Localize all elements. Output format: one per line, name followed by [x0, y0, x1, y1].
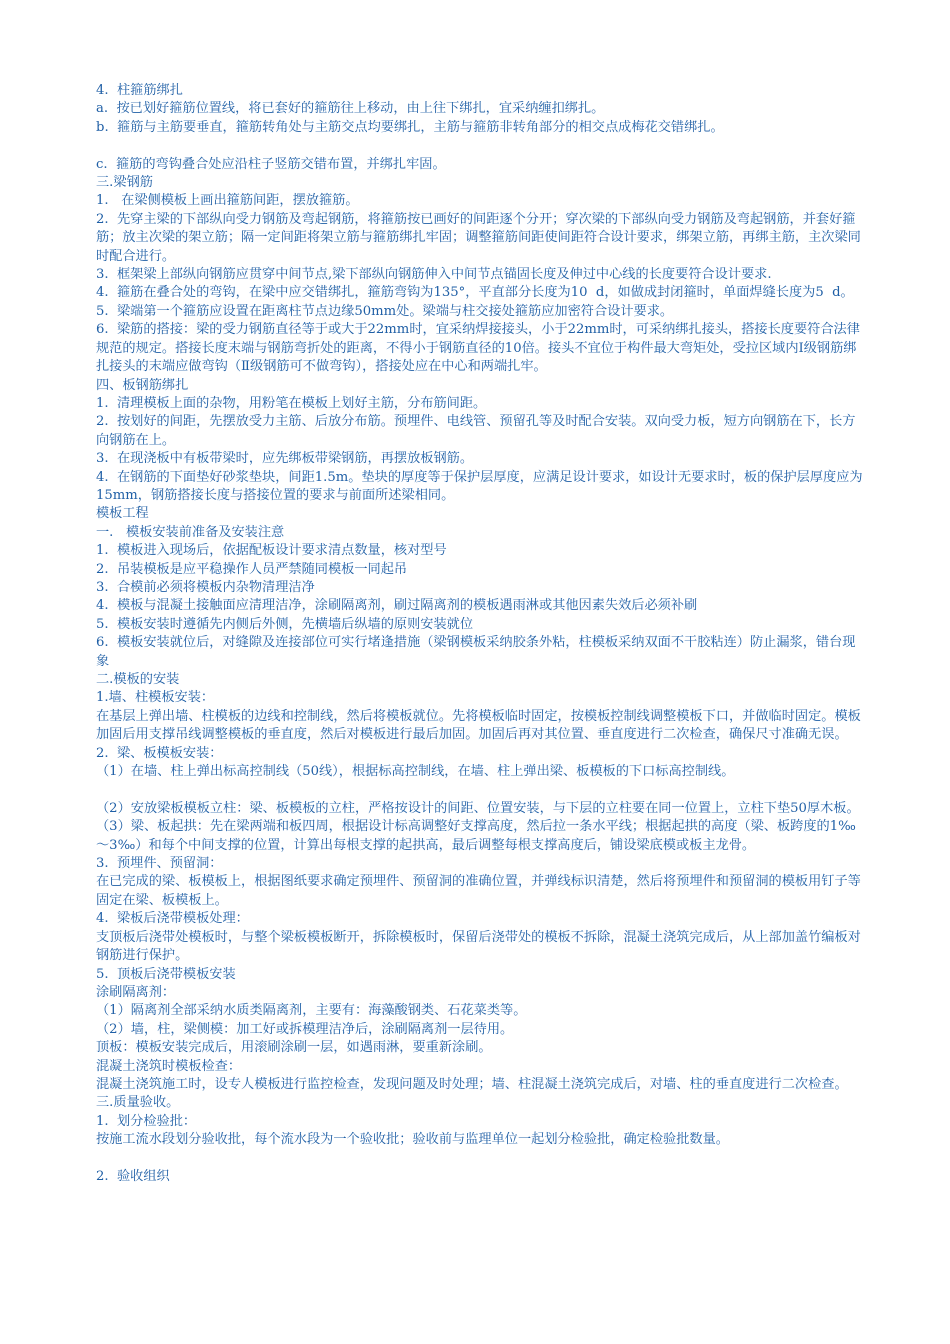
paragraph: 4. 模板与混凝土接触面应清理洁净，涂刷隔离剂，刷过隔离剂的模板遇雨淋或其他因素失效后必须补刷 — [96, 598, 698, 614]
paragraph: b. 箍筋与主筋要垂直，箍筋转角处与主筋交点均要绑扎，主筋与箍筋非转角部分的相交点成梅花交错绑扎。 — [96, 119, 724, 135]
subheading: 涂刷隔离剂： — [96, 984, 176, 1000]
subheading: 1. 划分检验批： — [96, 1113, 197, 1129]
paragraph: 按施工流水段划分验收批，每个流水段为一个验收批；验收前与监理单位一起划分检验批，确定检验批数量。 — [96, 1132, 729, 1148]
paragraph: 5. 模板安装时遵循先内侧后外侧，先横墙后纵墙的原则安装就位 — [96, 616, 474, 632]
paragraph: 1. 清理模板上面的杂物，用粉笔在模板上划好主筋，分布筋间距。 — [96, 395, 487, 411]
paragraph: 3. 合模前必须将模板内杂物清理洁净 — [96, 579, 315, 595]
paragraph: 2. 先穿主梁的下部纵向受力钢筋及弯起钢筋，将箍筋按已画好的间距逐个分开；穿次梁的下部纵向受力钢筋及弯起钢筋，并套好箍筋；放主次梁的架立筋；隔一定间距将架立筋与箍筋绑扎牢固；调整箍筋间距使间距符合设计要求，绑架立筋，再绑主筋，主次梁同时配合进行。 — [96, 211, 861, 264]
heading-beam-rebar: 三.梁钢筋 — [96, 175, 153, 191]
subheading: 5. 顶板后浇带模板安装 — [96, 966, 236, 982]
heading-formwork: 模板工程 — [96, 506, 149, 522]
blank-line — [96, 1150, 866, 1168]
paragraph: 1. 在梁侧模板上画出箍筋间距，摆放箍筋。 — [96, 193, 359, 209]
paragraph: 5. 梁端第一个箍筋应设置在距离柱节点边缘50mm处。梁端与柱交接处箍筋应加密符合设计要求。 — [96, 303, 674, 319]
paragraph: 6. 模板安装就位后，对缝隙及连接部位可实行堵逢措施（梁钢模板采纳胶条外粘，柱模板采纳双面不干胶粘连）防止漏浆，错台现象 — [96, 635, 856, 669]
subheading: 混凝土浇筑时模板检查： — [96, 1058, 242, 1074]
subheading: 2. 梁、板模板安装： — [96, 745, 223, 761]
paragraph: （2）安放梁板模板立柱：梁、板模板的立柱，严格按设计的间距、位置安装，与下层的立柱要在同一位置上，立柱下垫50厚木板。 — [96, 800, 860, 816]
paragraph: 2. 吊装模板是应平稳操作人员严禁随同模板一同起吊 — [96, 561, 408, 577]
paragraph: （1）隔离剂全部采纳水质类隔离剂，主要有：海藻酸钢类、石花菜类等。 — [96, 1003, 527, 1019]
paragraph: 6. 梁筋的搭接：梁的受力钢筋直径等于或大于22mm时，宜采纳焊接接头，小于22mm时，可采纳绑扎接头，搭接长度要符合法律规范的规定。搭接长度末端与钢筋弯折处的距离，不得小于钢筋直径的10倍。接头不宜位于构件最大弯矩处，受拉区域内Ⅰ级钢筋绑扎接头的末端应做弯钩（Ⅱ级钢筋可不做弯钩），搭接处应在中心和两端扎牢。 — [96, 322, 860, 375]
heading-quality-acceptance: 三.质量验收。 — [96, 1095, 180, 1111]
subheading: 3. 预埋件、预留洞： — [96, 856, 223, 872]
paragraph: 混凝土浇筑施工时，设专人模板进行监控检查，发现问题及时处理；墙、柱混凝土浇筑完成后，对墙、柱的垂直度进行二次检查。 — [96, 1076, 848, 1092]
paragraph: （1）在墙、柱上弹出标高控制线（50线），根据标高控制线，在墙、柱上弹出梁、板模板的下口标高控制线。 — [96, 764, 735, 780]
heading-slab-rebar: 四、板钢筋绑扎 — [96, 377, 189, 393]
document-body — [96, 82, 866, 1186]
paragraph: 4. 箍筋在叠合处的弯钩，在梁中应交错绑扎，箍筋弯钩为135°，平直部分长度为10 d，如做成封闭箍时，单面焊缝长度为5 d。 — [96, 285, 854, 301]
blank-line — [96, 137, 866, 155]
paragraph: （2）墙，柱，梁侧模：加工好或拆模理洁净后，涂刷隔离剂一层待用。 — [96, 1021, 514, 1037]
heading-formwork-install: 二.模板的安装 — [96, 672, 180, 687]
paragraph: 在已完成的梁、板模板上，根据图纸要求确定预埋件、预留洞的准确位置，并弹线标识清楚，然后将预埋件和预留洞的模板用钉子等固定在梁、板模板上。 — [96, 874, 861, 908]
heading-column-stirrup: 4. 柱箍筋绑扎 — [96, 83, 183, 98]
paragraph: a. 按已划好箍筋位置线，将已套好的箍筋往上移动，由上往下绑扎，宜采纳缠扣绑扎。 — [96, 101, 605, 117]
paragraph: 2. 按划好的间距，先摆放受力主筋、后放分布筋。预埋件、电线管、预留孔等及时配合安装。双向受力板，短方向钢筋在下，长方向钢筋在上。 — [96, 414, 856, 448]
paragraph: 3. 在现浇板中有板带梁时，应先绑板带梁钢筋，再摆放板钢筋。 — [96, 451, 474, 467]
paragraph: 顶板：模板安装完成后，用滚刷涂刷一层，如遇雨淋，要重新涂刷。 — [96, 1040, 492, 1056]
paragraph: 在基层上弹出墙、柱模板的边线和控制线，然后将模板就位。先将模板临时固定，按模板控制线调整模板下口，并做临时固定。模板加固后用支撑吊线调整模板的垂直度，然后对模板进行最后加固。加固后再对其位置、垂直度进行二次检查，确保尺寸准确无误。 — [96, 708, 861, 743]
subheading: 1.墙、柱模板安装： — [96, 690, 215, 706]
paragraph: c. 箍筋的弯钩叠合处应沿柱子竖筋交错布置，并绑扎牢固。 — [96, 156, 446, 172]
subheading: 2. 验收组织 — [96, 1168, 170, 1184]
blank-line — [96, 781, 866, 799]
paragraph: 4. 在钢筋的下面垫好砂浆垫块，间距1.5m。垫块的厚度等于保护层厚度，应满足设计要求，如设计无要求时，板的保护层厚度应为15mm，钢筋搭接长度与搭接位置的要求与前面所述梁相同。 — [96, 469, 863, 503]
heading-formwork-prep: 一. 模板安装前准备及安装注意 — [96, 524, 285, 540]
paragraph: 支顶板后浇带处模板时，与整个梁板模板断开，拆除模板时，保留后浇带处的模板不拆除，混凝土浇筑完成后，从上部加盖竹编板对钢筋进行保护。 — [96, 929, 861, 964]
subheading: 4. 梁板后浇带模板处理： — [96, 911, 249, 927]
paragraph: （3）梁、板起拱：先在梁两端和板四周，根据设计标高调整好支撑高度，然后拉一条水平线；根据起拱的高度（梁、板跨度的1‰～3‰）和每个中间支撑的位置，计算出每根支撑的起拱高，最后调整每根支撑高度后，铺设梁底模或板主龙骨。 — [96, 819, 856, 853]
paragraph: 1. 模板进入现场后，依据配板设计要求清点数量，核对型号 — [96, 543, 447, 559]
paragraph: 3. 框架梁上部纵向钢筋应贯穿中间节点,梁下部纵向钢筋伸入中间节点锚固长度及伸过中心线的长度要符合设计要求. — [96, 267, 772, 283]
